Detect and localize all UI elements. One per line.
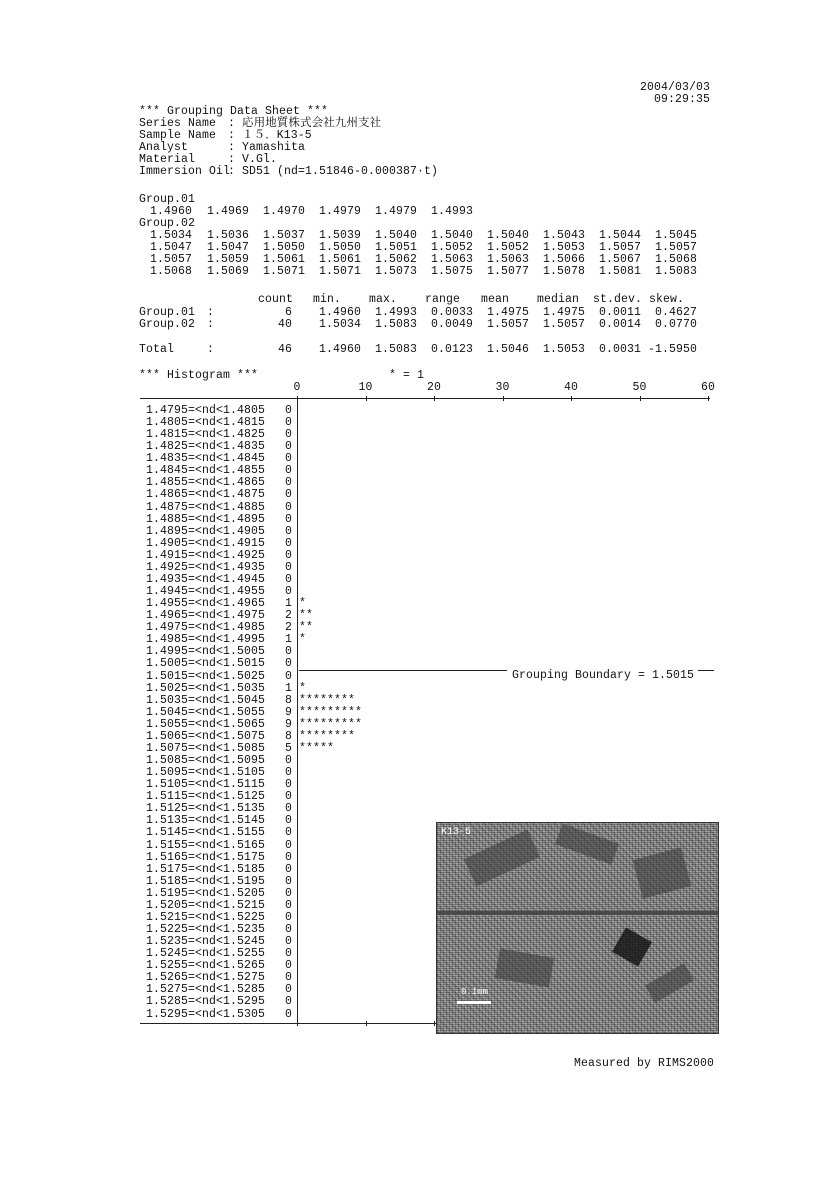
stats-value: 0.0033: [430, 306, 473, 319]
group-value: 1.4969: [207, 205, 250, 218]
group-value: 1.5044: [599, 229, 642, 242]
bin-label: 1.4885=<nd<1.4895: [146, 513, 266, 526]
group-value: 1.5040: [431, 229, 474, 242]
bin-bar: *: [299, 597, 307, 610]
axis-tick-top: [708, 396, 709, 401]
stats-value: 0.0770: [654, 318, 697, 331]
bin-label: 1.4805=<nd<1.4815: [146, 416, 266, 429]
bin-count: 8: [284, 694, 292, 707]
axis-tick-label: 40: [563, 381, 578, 394]
photo-scale-label: 0.1mm: [461, 987, 489, 997]
group-value: 1.5067: [599, 253, 642, 266]
group-value: 1.5078: [543, 265, 586, 278]
bin-label: 1.5095=<nd<1.5105: [146, 766, 266, 779]
bin-label: 1.4915=<nd<1.4925: [146, 549, 266, 562]
group-value: 1.5068: [150, 265, 193, 278]
field-value: Yamashita: [242, 141, 306, 154]
histogram-title: *** Histogram ***: [139, 369, 259, 382]
bin-label: 1.5015=<nd<1.5025: [146, 670, 266, 683]
bin-label: 1.5105=<nd<1.5115: [146, 778, 266, 791]
bin-bar: *: [299, 682, 307, 695]
bin-bar: ********: [299, 730, 356, 743]
bin-label: 1.5115=<nd<1.5125: [146, 790, 266, 803]
group-value: 1.5061: [319, 253, 362, 266]
bin-count: 9: [284, 718, 292, 731]
field-colon: :: [228, 129, 236, 142]
bin-count: 0: [284, 959, 292, 972]
bin-count: 0: [284, 923, 292, 936]
bin-count: 0: [284, 826, 292, 839]
bin-label: 1.5295=<nd<1.5305: [146, 1008, 266, 1021]
stats-header: skew.: [649, 293, 685, 306]
stats-value: 0.0011: [598, 306, 641, 319]
stats-header: min.: [313, 293, 342, 306]
bin-label: 1.4985=<nd<1.4995: [146, 633, 266, 646]
group-value: 1.5081: [599, 265, 642, 278]
bin-count: 0: [284, 790, 292, 803]
group-value: 1.5050: [319, 241, 362, 254]
bin-count: 0: [284, 1008, 292, 1021]
group-value: 1.5051: [375, 241, 418, 254]
axis-tick-label: 0: [293, 381, 301, 394]
stats-header: max.: [369, 293, 398, 306]
field-label: Sample Name: [139, 129, 217, 142]
histogram-unit-note: * = 1: [389, 369, 425, 382]
group-value: 1.5077: [487, 265, 530, 278]
group-value: 1.5057: [150, 253, 193, 266]
group-value: 1.5039: [319, 229, 362, 242]
bin-count: 0: [284, 899, 292, 912]
bin-label: 1.4955=<nd<1.4965: [146, 597, 266, 610]
bin-label: 1.4905=<nd<1.4915: [146, 537, 266, 550]
axis-tick-label: 30: [495, 381, 510, 394]
bin-label: 1.5065=<nd<1.5075: [146, 730, 266, 743]
bin-label: 1.5215=<nd<1.5225: [146, 911, 266, 924]
group-value: 1.4970: [263, 205, 306, 218]
group-value: 1.5050: [263, 241, 306, 254]
grouping-boundary-line-end: [698, 670, 714, 671]
bin-label: 1.5055=<nd<1.5065: [146, 718, 266, 731]
group-value: 1.5053: [543, 241, 586, 254]
bin-count: 5: [284, 742, 292, 755]
bin-label: 1.5235=<nd<1.5245: [146, 935, 266, 948]
field-label: Analyst: [139, 141, 189, 154]
axis-tick-top: [366, 396, 367, 401]
photo-label: K13-5: [441, 827, 472, 838]
bin-count: 0: [284, 947, 292, 960]
stats-value: 1.5046: [486, 343, 529, 356]
stats-header: median: [537, 293, 580, 306]
stats-value: 1.4993: [374, 306, 417, 319]
bin-count: 2: [284, 621, 292, 634]
bin-count: 0: [284, 501, 292, 514]
field-colon: :: [228, 165, 236, 178]
stats-value: 1.5083: [374, 318, 417, 331]
group-value: 1.5068: [655, 253, 698, 266]
group-value: 1.5036: [207, 229, 250, 242]
field-label: Series Name: [139, 117, 217, 130]
axis-tick-top: [640, 396, 641, 401]
group-value: 1.5040: [487, 229, 530, 242]
axis-tick-label: 50: [632, 381, 647, 394]
stats-header: count: [258, 293, 294, 306]
group-value: 1.5071: [319, 265, 362, 278]
bin-label: 1.5085=<nd<1.5095: [146, 754, 266, 767]
stats-value: 0.0123: [430, 343, 473, 356]
group-value: 1.5052: [487, 241, 530, 254]
stats-value: 1.4975: [486, 306, 529, 319]
bin-count: 0: [284, 513, 292, 526]
group-value: 1.5037: [263, 229, 306, 242]
bin-label: 1.5155=<nd<1.5165: [146, 839, 266, 852]
group-value: 1.5069: [207, 265, 250, 278]
bin-count: 0: [284, 839, 292, 852]
bin-count: 9: [284, 706, 292, 719]
bin-label: 1.4875=<nd<1.4885: [146, 501, 266, 514]
stats-row-label: Group.02: [139, 318, 196, 331]
bin-count: 0: [284, 863, 292, 876]
group-value: 1.5061: [263, 253, 306, 266]
bin-label: 1.5285=<nd<1.5295: [146, 995, 266, 1008]
bin-count: 0: [284, 416, 292, 429]
bin-count: 0: [284, 911, 292, 924]
bin-label: 1.5205=<nd<1.5215: [146, 899, 266, 912]
bin-label: 1.5275=<nd<1.5285: [146, 983, 266, 996]
stats-value: 0.0031: [598, 343, 641, 356]
bin-label: 1.5075=<nd<1.5085: [146, 742, 266, 755]
group-value: 1.5034: [150, 229, 193, 242]
bin-bar: **: [299, 621, 314, 634]
stats-row-label: Total: [139, 343, 175, 356]
group-value: 1.5045: [655, 229, 698, 242]
bin-label: 1.4815=<nd<1.4825: [146, 428, 266, 441]
bin-count: 0: [284, 585, 292, 598]
bin-label: 1.5035=<nd<1.5045: [146, 694, 266, 707]
stats-value: 1.5083: [374, 343, 417, 356]
stats-value: 0.0014: [598, 318, 641, 331]
axis-tick-top: [571, 396, 572, 401]
bin-label: 1.4865=<nd<1.4875: [146, 488, 266, 501]
bin-count: 0: [284, 814, 292, 827]
bin-count: 0: [284, 875, 292, 888]
bin-bar: **: [299, 609, 314, 622]
stats-value: 6: [284, 306, 292, 319]
field-colon: :: [228, 141, 236, 154]
bin-count: 1: [284, 682, 292, 695]
stats-value: 1.5057: [486, 318, 529, 331]
stats-value: 1.5053: [542, 343, 585, 356]
group-value: 1.5043: [543, 229, 586, 242]
bin-label: 1.4945=<nd<1.4955: [146, 585, 266, 598]
stats-row-colon: :: [207, 306, 215, 319]
bin-count: 0: [284, 670, 292, 683]
group-value: 1.5063: [487, 253, 530, 266]
field-colon: :: [228, 153, 236, 166]
bin-count: 0: [284, 464, 292, 477]
bin-count: 0: [284, 778, 292, 791]
field-label: Immersion Oil: [139, 165, 231, 178]
stats-value: 0.4627: [654, 306, 697, 319]
bin-label: 1.5125=<nd<1.5135: [146, 802, 266, 815]
group-value: 1.5073: [375, 265, 418, 278]
bin-label: 1.4825=<nd<1.4835: [146, 440, 266, 453]
bin-count: 1: [284, 597, 292, 610]
bin-count: 0: [284, 573, 292, 586]
group-value: 1.4993: [431, 205, 474, 218]
stats-value: -1.5950: [647, 343, 697, 356]
group-value: 1.5052: [431, 241, 474, 254]
bin-count: 0: [284, 549, 292, 562]
bin-bar: *********: [299, 706, 363, 719]
bin-count: 0: [284, 561, 292, 574]
bin-count: 0: [284, 404, 292, 417]
field-label: Material: [139, 153, 196, 166]
bin-label: 1.5165=<nd<1.5175: [146, 851, 266, 864]
bin-label: 1.4855=<nd<1.4865: [146, 476, 266, 489]
group-value: 1.4960: [150, 205, 193, 218]
bin-count: 0: [284, 983, 292, 996]
axis-tick-bottom: [366, 1021, 367, 1026]
grouping-boundary-line: [299, 670, 507, 671]
bin-bar: ********: [299, 694, 356, 707]
group-value: 1.5059: [207, 253, 250, 266]
field-colon: :: [228, 117, 236, 130]
bin-label: 1.5135=<nd<1.5145: [146, 814, 266, 827]
group-value: 1.5057: [655, 241, 698, 254]
bin-count: 0: [284, 887, 292, 900]
bin-count: 1: [284, 633, 292, 646]
bin-bar: *********: [299, 718, 363, 731]
bin-count: 0: [284, 537, 292, 550]
stats-row-colon: :: [207, 318, 215, 331]
bin-count: 0: [284, 657, 292, 670]
grouping-boundary-label: Grouping Boundary = 1.5015: [512, 669, 695, 682]
bin-label: 1.4975=<nd<1.4985: [146, 621, 266, 634]
bin-label: 1.5245=<nd<1.5255: [146, 947, 266, 960]
axis-tick-top: [503, 396, 504, 401]
group-value: 1.5057: [599, 241, 642, 254]
bin-label: 1.5225=<nd<1.5235: [146, 923, 266, 936]
bin-label: 1.4935=<nd<1.4945: [146, 573, 266, 586]
stats-value: 1.4960: [318, 343, 361, 356]
group-value: 1.5083: [655, 265, 698, 278]
stats-header: st.dev.: [593, 293, 643, 306]
group-value: 1.5040: [375, 229, 418, 242]
bin-label: 1.4845=<nd<1.4855: [146, 464, 266, 477]
bin-count: 0: [284, 935, 292, 948]
bin-count: 0: [284, 452, 292, 465]
field-value: SD51 (nd=1.51846-0.000387·t): [242, 165, 439, 178]
group-value: 1.4979: [375, 205, 418, 218]
sample-photo: [436, 822, 719, 1034]
bin-label: 1.4835=<nd<1.4845: [146, 452, 266, 465]
axis-tick-label: 60: [700, 381, 715, 394]
field-value: １５．K13-5: [242, 129, 312, 142]
bin-count: 0: [284, 971, 292, 984]
group-value: 1.5047: [150, 241, 193, 254]
bin-label: 1.5175=<nd<1.5185: [146, 863, 266, 876]
axis-tick-top: [434, 396, 435, 401]
sheet-title: *** Grouping Data Sheet ***: [139, 105, 329, 118]
bin-count: 0: [284, 851, 292, 864]
photo-scale-bar: [457, 1001, 491, 1004]
stats-value: 1.5057: [542, 318, 585, 331]
bin-bar: *: [299, 633, 307, 646]
stats-value: 0.0049: [430, 318, 473, 331]
bin-label: 1.4965=<nd<1.4975: [146, 609, 266, 622]
stats-header: range: [425, 293, 461, 306]
bin-count: 0: [284, 645, 292, 658]
bin-count: 0: [284, 766, 292, 779]
group-name: Group.02: [139, 217, 196, 230]
axis-top-line: [140, 398, 710, 399]
bin-label: 1.5045=<nd<1.5055: [146, 706, 266, 719]
bin-label: 1.5255=<nd<1.5265: [146, 959, 266, 972]
group-value: 1.5075: [431, 265, 474, 278]
stats-row-label: Group.01: [139, 306, 196, 319]
axis-tick-bottom: [434, 1021, 435, 1026]
group-value: 1.5063: [431, 253, 474, 266]
bin-bar: *****: [299, 742, 335, 755]
field-value: 応用地質株式会社九州支社: [242, 117, 382, 130]
axis-tick-label: 10: [358, 381, 373, 394]
group-value: 1.5047: [207, 241, 250, 254]
stats-value: 40: [277, 318, 292, 331]
stats-row-colon: :: [207, 343, 215, 356]
stats-value: 46: [277, 343, 292, 356]
bin-label: 1.4895=<nd<1.4905: [146, 525, 266, 538]
stats-value: 1.5034: [318, 318, 361, 331]
group-name: Group.01: [139, 193, 196, 206]
bin-count: 0: [284, 428, 292, 441]
field-value: V.Gl.: [242, 153, 278, 166]
bin-label: 1.5265=<nd<1.5275: [146, 971, 266, 984]
bin-label: 1.4995=<nd<1.5005: [146, 645, 266, 658]
footer-measured-by: Measured by RIMS2000: [573, 1057, 714, 1070]
stats-value: 1.4960: [318, 306, 361, 319]
bin-count: 0: [284, 995, 292, 1008]
bin-label: 1.5145=<nd<1.5155: [146, 826, 266, 839]
axis-tick-label: 20: [426, 381, 441, 394]
histogram-axis: [297, 401, 298, 1023]
bin-count: 0: [284, 525, 292, 538]
bin-count: 8: [284, 730, 292, 743]
group-value: 1.5066: [543, 253, 586, 266]
bin-label: 1.5185=<nd<1.5195: [146, 875, 266, 888]
bin-label: 1.4925=<nd<1.4935: [146, 561, 266, 574]
stats-header: mean: [481, 293, 510, 306]
stats-value: 1.4975: [542, 306, 585, 319]
bin-label: 1.5005=<nd<1.5015: [146, 657, 266, 670]
print-time: 09:29:35: [653, 93, 710, 106]
bin-count: 0: [284, 476, 292, 489]
bin-label: 1.5025=<nd<1.5035: [146, 682, 266, 695]
bin-count: 0: [284, 802, 292, 815]
bin-count: 0: [284, 488, 292, 501]
group-value: 1.5062: [375, 253, 418, 266]
group-value: 1.5071: [263, 265, 306, 278]
group-value: 1.4979: [319, 205, 362, 218]
print-date: 2004/03/03: [639, 81, 710, 94]
bin-count: 0: [284, 754, 292, 767]
bin-count: 2: [284, 609, 292, 622]
bin-label: 1.4795=<nd<1.4805: [146, 404, 266, 417]
bin-label: 1.5195=<nd<1.5205: [146, 887, 266, 900]
bin-count: 0: [284, 440, 292, 453]
